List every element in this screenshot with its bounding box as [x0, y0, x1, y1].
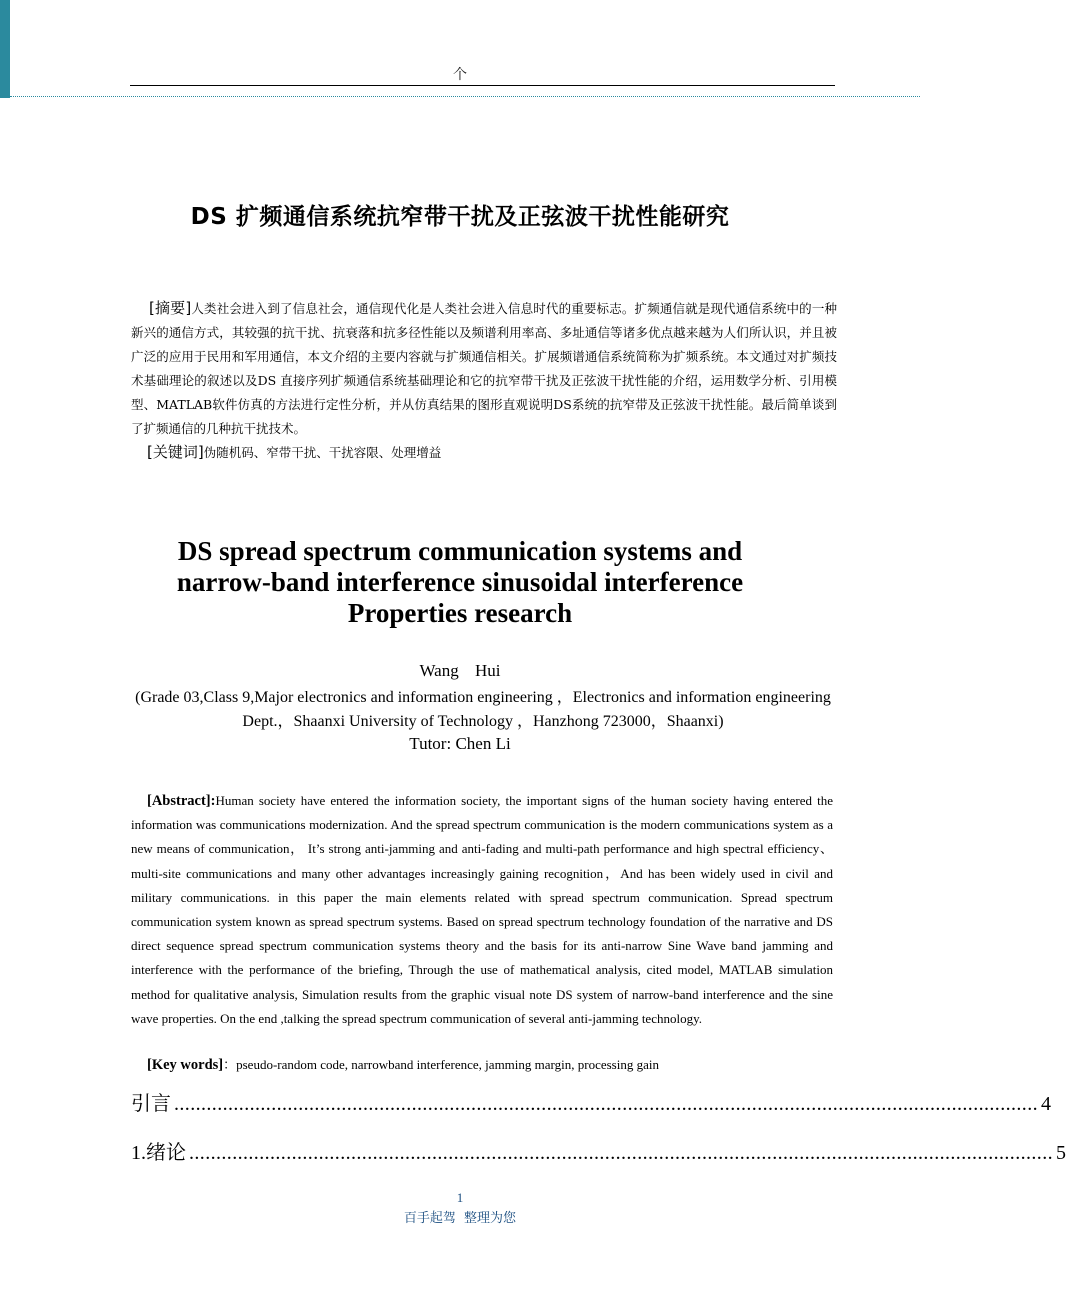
toc-entry-page: 4 — [1041, 1093, 1051, 1115]
header-rule — [130, 85, 835, 86]
toc-entry-title: 1.绪论 — [131, 1140, 186, 1164]
chinese-abstract — [131, 296, 837, 441]
footer-text: 百手起驾 整理为您 — [403, 1211, 517, 1226]
affiliation-line: Dept.，Shaanxi University of Technology ，Hanzhong 723000，Shaanxi) — [242, 713, 724, 730]
header-mark: 个 — [453, 68, 467, 83]
english-title-line: DS spread spectrum communication systems and — [177, 536, 743, 566]
toc-entry-page: 5 — [1056, 1142, 1066, 1164]
author-affiliation — [126, 686, 840, 734]
chinese-abstract-label: [摘要] — [149, 299, 192, 317]
english-title — [0, 536, 920, 629]
toc-leader-dots: ................................................................................................................................................................ — [174, 1093, 1038, 1115]
english-keywords-label: [Key words] — [147, 1057, 224, 1073]
author-name: Wang Hui — [419, 661, 501, 680]
affiliation-line: (Grade 03,Class 9,Major electronics and information engineering ，Electronics and information engineering — [135, 689, 831, 706]
chinese-title: DS 扩频通信系统抗窄带干扰及正弦波干扰性能研究 — [190, 204, 730, 230]
tutor-name: Tutor: Chen Li — [409, 734, 511, 753]
chinese-keywords — [147, 441, 441, 462]
page-number: 1 — [456, 1190, 464, 1205]
english-keywords — [147, 1054, 659, 1074]
chinese-abstract-text: 人类社会进入到了信息社会，通信现代化是人类社会进入信息时代的重要标志。扩频通信就是现代通信系统中的一种新兴的通信方式，其较强的抗干扰、抗衰落和抗多径性能以及频谱利用率高、多址通信等诸多优点越来越为人们所认识，并且被广泛的应用于民用和军用通信，本文介绍的主要内容就与扩频通信相关。扩展频谱通信系统简称为扩频系统。本文通过对扩频技术基础理论的叙述以及DS 直接序列扩频通信系统基础理论和它的抗窄带干扰及正弦波干扰性能的介绍，运用数学分析、引用模型、MATLAB软件仿真的方法进行定性分析，并从仿真结果的图形直观说明DS系统的抗窄带及正弦波干扰性能。最后简单谈到了扩频通信的几种抗干扰技术。 — [131, 301, 837, 436]
toc-entry-title: 引言 — [131, 1091, 171, 1115]
chinese-keywords-text: 伪随机码、窄带干扰、干扰容限、处理增益 — [203, 445, 442, 460]
english-abstract-label: [Abstract]: — [147, 793, 216, 809]
chinese-keywords-label: [关键词] — [147, 443, 204, 461]
english-abstract — [131, 789, 833, 1031]
english-title-line: narrow-band interference sinusoidal interference — [176, 567, 744, 597]
english-abstract-text: Human society have entered the information society, the important signs of the human society having entered the information was communications modernization. And the spread spectrum communication is the modern communications system as a new means of communication， It’s strong anti-jamming and anti-fading and multi-path performance and high spectral efficiency、multi-site communications and many other advantages increasingly gaining recognition，And has been widely used in civil and military communications. in this paper the main elements related with spread spectrum communication. Spread spectrum communication system known as spread spectrum systems. Based on spread spectrum technology foundation of the narrative and DS direct sequence spread spectrum communication systems theory and the basis for its anti-narrow Sine Wave band jamming and interference with the performance of the briefing, Through the use of mathematical analysis, cited model, MATLAB simulation method for qualitative analysis, Simulation results from the graphic visual note DS system of narrow-band interference and the sine wave properties. On the end ,talking the spread spectrum communication of several anti-jamming technology. — [131, 793, 833, 1026]
english-keywords-text: ：pseudo-random code, narrowband interference, jamming margin, processing gain — [223, 1057, 659, 1072]
toc-leader-dots: ................................................................................................................................................................ — [189, 1142, 1053, 1164]
toc-entry[interactable] — [131, 1087, 1051, 1116]
toc-entry[interactable] — [131, 1136, 1066, 1165]
english-title-line: Properties research — [347, 598, 573, 628]
header-dotted-rule — [10, 96, 920, 97]
